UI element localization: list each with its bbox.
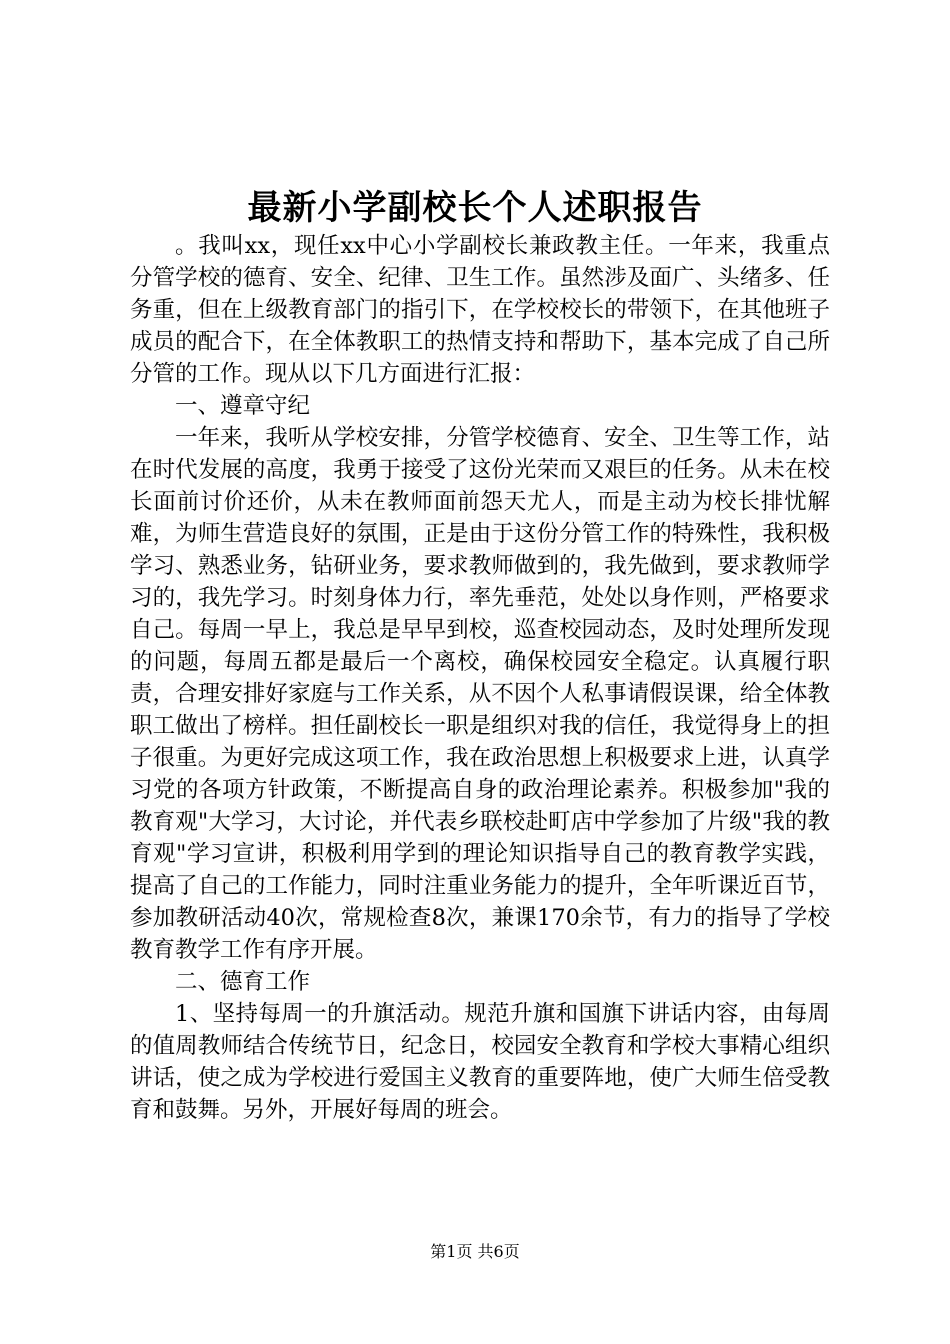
section-paragraph-1: 一年来，我听从学校安排，分管学校德育、安全、卫生等工作，站在时代发展的高度，我勇于接受了这份光荣而又艰巨的任务。从未在校长面前讨价还价，从未在教师面前怨天尤人，而是主动为校长排忧解难，为师生营造良好的氛围，正是由于这份分管工作的特殊性，我积极学习、熟悉业务，钻研业务，要求教师做到的，我先做到，要求教师学习的，我先学习。时刻身体力行，率先垂范，处处以身作则，严格要求自己。每周一早上，我总是早早到校，巡查校园动态，及时处理所发现的问题，每周五都是最后一个离校，确保校园安全稳定。认真履行职责，合理安排好家庭与工作关系，从不因个人私事请假误课，给全体教职工做出了榜样。担任副校长一职是组织对我的信任，我觉得身上的担子很重。为更好完成这项工作，我在政治思想上积极要求上进，认真学习党的各项方针政策，不断提高自身的政治理论素养。积极参加"我的教育观"大学习，大讨论，并代表乡联校赴町店中学参加了片级"我的教育观"学习宣讲，积极利用学到的理论知识指导自己的教育教学实践，提高了自己的工作能力，同时注重业务能力的提升，全年听课近百节，参加教研活动40次，常规检查8次，兼课170余节，有力的指导了学校教育教学工作有序开展。 [130, 425, 830, 963]
page-footer: 第1页 共6页 [430, 1242, 520, 1261]
intro-paragraph: 。我叫xx，现任xx中心小学副校长兼政教主任。一年来，我重点分管学校的德育、安全、纪律、卫生工作。虽然涉及面广、头绪多、任务重，但在上级教育部门的指引下，在学校校长的带领下，在其他班子成员的配合下，在全体教职工的热情支持和帮助下，基本完成了自己所分管的工作。现从以下几方面进行汇报： [130, 233, 830, 387]
section-heading-1: 一、遵章守纪 [175, 393, 311, 419]
section-heading-2: 二、德育工作 [175, 969, 311, 995]
section-paragraph-2: 1、坚持每周一的升旗活动。规范升旗和国旗下讲话内容，由每周的值周教师结合传统节日，纪念日，校园安全教育和学校大事精心组织讲话，使之成为学校进行爱国主义教育的重要阵地，使广大师生倍受教育和鼓舞。另外，开展好每周的班会。 [130, 1001, 830, 1123]
document-body [130, 230, 830, 1126]
document-title: 最新小学副校长个人述职报告 [247, 188, 703, 228]
